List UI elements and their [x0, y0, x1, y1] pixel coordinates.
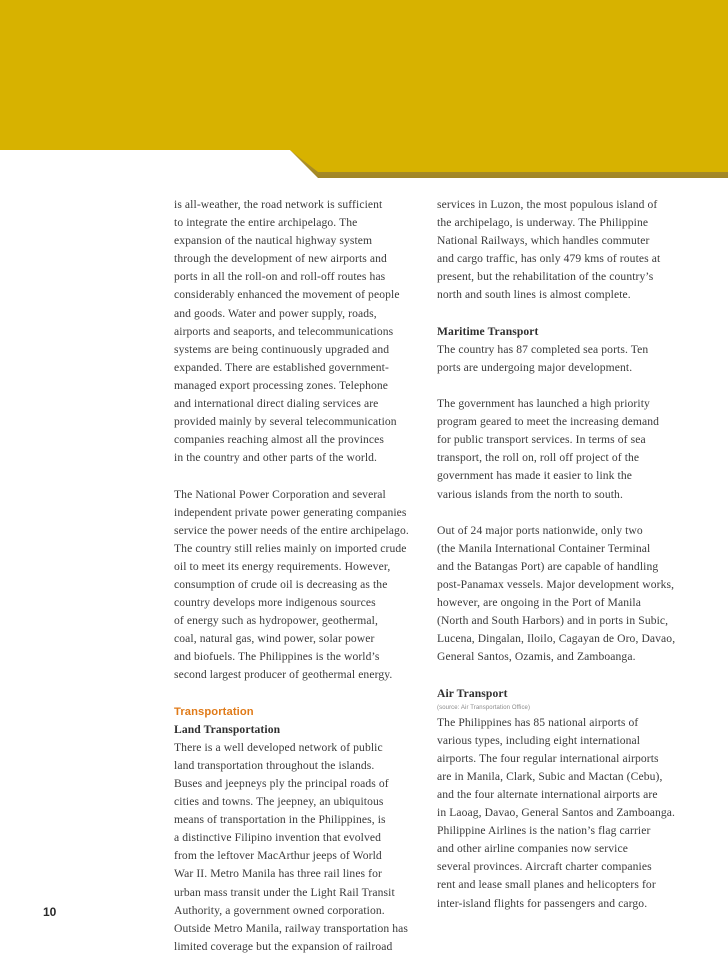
right-column [437, 196, 692, 913]
text-line: government has made it easier to link the [437, 469, 633, 483]
text-line: and international direct dialing services are [174, 397, 379, 411]
text-line: War II. Metro Manila has three rail lines for [174, 867, 382, 881]
text-line: airports and seaports, and telecommunications [174, 324, 394, 338]
text-line: Authority, a government owned corporation. [174, 903, 385, 917]
text-line: Buses and jeepneys ply the principal roads of [174, 777, 389, 790]
text-line: cities and towns. The jeepney, an ubiquitous [174, 795, 384, 809]
text-line: north and south lines is almost complete. [437, 288, 631, 302]
text-line: and the four alternate international airports are [437, 788, 658, 801]
text-line: limited coverage but the expansion of railroad [174, 939, 393, 953]
text-line: in the country and other parts of the world. [174, 451, 378, 465]
banner-fill [0, 0, 728, 172]
subheading-air-transport: Air Transport [437, 686, 508, 700]
text-line: The National Power Corporation and several [174, 487, 386, 501]
text-line: transport, the roll on, roll off project of the [437, 451, 640, 465]
text-line: and goods. Water and power supply, roads, [174, 306, 377, 320]
text-line: airports. The four regular international airports [437, 751, 659, 765]
text-line: The country still relies mainly on imported crude [174, 541, 407, 555]
text-line: Outside Metro Manila, railway transportation has [174, 921, 409, 935]
subheading-maritime-transport: Maritime Transport [437, 324, 539, 338]
text-line: is all-weather, the road network is sufficient [174, 198, 383, 211]
text-line: independent private power generating companies [174, 505, 407, 519]
text-line: systems are being continuously upgraded and [174, 342, 390, 356]
text-line: Lucena, Dingalan, Iloilo, Cagayan de Oro, Davao, [437, 632, 676, 646]
text-line: for public transport services. In terms of sea [437, 433, 646, 447]
text-line: Philippine Airlines is the nation’s flag carrier [437, 824, 651, 838]
text-line: country develops more indigenous sources [174, 596, 376, 610]
text-line: General Santos, Ozamis, and Zamboanga. [437, 650, 636, 664]
text-line: post-Panamax vessels. Major development works, [437, 577, 675, 591]
text-line: are in Manila, Clark, Subic and Mactan (Cebu), [437, 769, 663, 783]
text-line: ports in all the roll-on and roll-off routes has [174, 270, 386, 284]
text-line: present, but the rehabilitation of the country’s [437, 270, 654, 284]
text-line: means of transportation in the Philippines, is [174, 813, 386, 827]
text-line: and other airline companies now service [437, 842, 628, 856]
text-line: various islands from the north to south. [437, 487, 623, 501]
text-line: Out of 24 major ports nationwide, only two [437, 523, 643, 537]
text-line: (the Manila International Container Terminal [437, 541, 651, 555]
text-line: expanded. There are established government- [174, 360, 389, 374]
text-line: to integrate the entire archipelago. The [174, 216, 358, 230]
text-line: urban mass transit under the Light Rail Transit [174, 885, 395, 899]
text-line: services in Luzon, the most populous island of [437, 198, 658, 211]
ports-paragraph [437, 522, 692, 667]
air-source-note: (source: Air Transportation Office) [437, 704, 531, 711]
text-line: however, are ongoing in the Port of Manila [437, 596, 641, 610]
text-line: from the leftover MacArthur jeeps of World [174, 849, 382, 863]
text-line: and the Batangas Port) are capable of handling [437, 559, 659, 573]
text-line: companies reaching almost all the provinces [174, 433, 385, 447]
text-line: The Philippines has 85 national airports of [437, 715, 639, 729]
infrastructure-paragraph [174, 196, 426, 467]
text-line: and biofuels. The Philippines is the world’s [174, 650, 380, 664]
text-line: consumption of crude oil is decreasing as the [174, 577, 388, 591]
land-transport-paragraph [174, 739, 426, 956]
text-line: program geared to meet the increasing demand [437, 415, 660, 429]
power-paragraph [174, 486, 426, 685]
text-line: oil to meet its energy requirements. However, [174, 559, 391, 573]
text-line: The country has 87 completed sea ports. Ten [437, 342, 649, 356]
text-line: The government has launched a high priority [437, 397, 650, 411]
section-heading-transportation: Transportation [174, 705, 254, 718]
text-line: There is a well developed network of public [174, 740, 383, 754]
railway-paragraph [437, 196, 692, 305]
page-number: 10 [43, 905, 57, 919]
text-line: through the development of new airports and [174, 252, 387, 266]
text-line: several provinces. Aircraft charter companies [437, 860, 652, 874]
text-line: in Laoag, Davao, General Santos and Zamboanga. [437, 806, 676, 820]
text-line: the archipelago, is underway. The Philippine [437, 216, 649, 230]
text-line: National Railways, which handles commuter [437, 234, 650, 248]
left-column [174, 196, 426, 956]
text-line: service the power needs of the entire archipelago. [174, 523, 409, 537]
text-line: considerably enhanced the movement of people [174, 288, 400, 302]
text-line: expansion of the nautical highway system [174, 234, 373, 248]
text-line: various types, including eight international [437, 733, 641, 747]
text-line: and cargo traffic, has only 479 kms of routes at [437, 252, 661, 266]
text-line: coal, natural gas, wind power, solar power [174, 632, 375, 646]
header-banner [0, 0, 728, 190]
text-line: a distinctive Filipino invention that evolved [174, 831, 382, 845]
sea-transport-paragraph [437, 395, 692, 504]
text-line: provided mainly by several telecommunication [174, 415, 397, 429]
text-line: second largest producer of geothermal energy. [174, 668, 393, 682]
text-line: of energy such as hydropower, geothermal, [174, 614, 378, 628]
text-line: ports are undergoing major development. [437, 360, 633, 374]
subheading-land-transportation: Land Transportation [174, 722, 281, 736]
text-line: land transportation throughout the islands. [174, 758, 375, 772]
text-line: (North and South Harbors) and in ports in Subic, [437, 614, 669, 628]
air-transport-paragraph [437, 714, 692, 913]
sea-ports-paragraph [437, 341, 692, 377]
text-line: inter-island flights for passengers and cargo. [437, 896, 648, 910]
text-line: managed export processing zones. Telephone [174, 378, 389, 392]
text-line: rent and lease small planes and helicopters for [437, 878, 656, 892]
